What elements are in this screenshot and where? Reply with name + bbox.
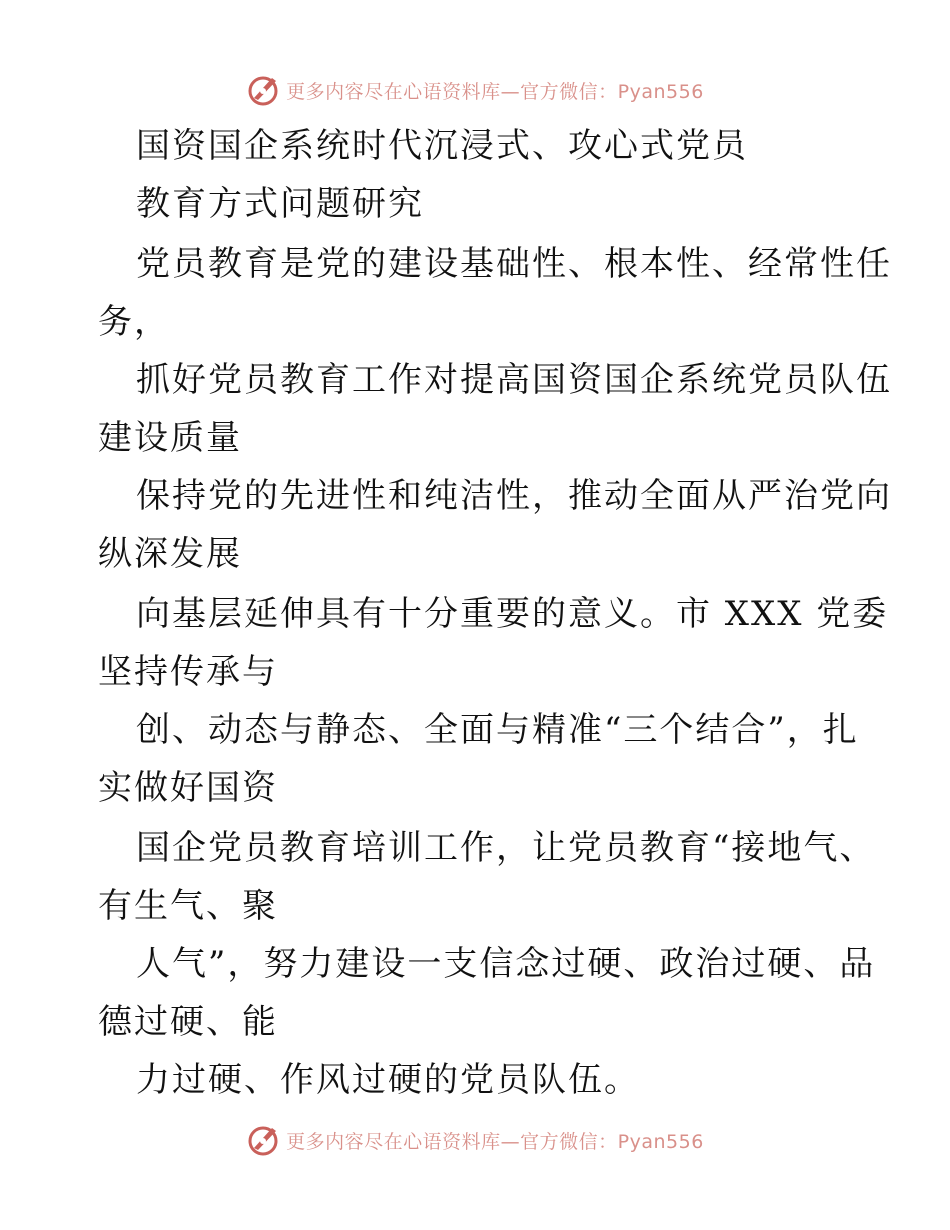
paragraph-line: 德过硬、能	[98, 1002, 278, 1042]
paragraph-line: 保持党的先进性和纯洁性，推动全面从严治党向	[136, 476, 892, 516]
footer-watermark-banner	[0, 1120, 950, 1160]
quill-pen-logo-icon	[246, 1122, 282, 1158]
quill-pen-logo-icon	[246, 72, 282, 108]
paragraph-line: 坚持传承与	[98, 652, 278, 692]
paragraph-line: 务，	[98, 302, 170, 342]
paragraph-line: 创、动态与静态、全面与精准“三个结合”，扎	[136, 710, 859, 750]
paragraph-line: 党员教育是党的建设基础性、根本性、经常性任	[136, 244, 892, 284]
header-watermark-banner	[0, 70, 950, 110]
paragraph-line: 实做好国资	[98, 768, 278, 808]
document-title-line-2: 教育方式问题研究	[136, 184, 424, 224]
document-title-line-1: 国资国企系统时代沉浸式、攻心式党员	[136, 126, 748, 166]
paragraph-line: 向基层延伸具有十分重要的意义。市 XXX 党委	[136, 594, 889, 634]
footer-watermark-text: 更多内容尽在心语资料库—官方微信：Pyan556	[286, 1130, 704, 1153]
paragraph-line: 建设质量	[98, 418, 242, 458]
paragraph-line: 国企党员教育培训工作，让党员教育“接地气、	[136, 828, 876, 868]
header-watermark-text: 更多内容尽在心语资料库—官方微信：Pyan556	[286, 80, 704, 103]
paragraph-line: 力过硬、作风过硬的党员队伍。	[136, 1060, 640, 1100]
paragraph-line: 抓好党员教育工作对提高国资国企系统党员队伍	[136, 360, 892, 400]
paragraph-line: 人气”，努力建设一支信念过硬、政治过硬、品	[136, 944, 876, 984]
paragraph-line: 有生气、聚	[98, 886, 278, 926]
paragraph-line: 纵深发展	[98, 534, 242, 574]
